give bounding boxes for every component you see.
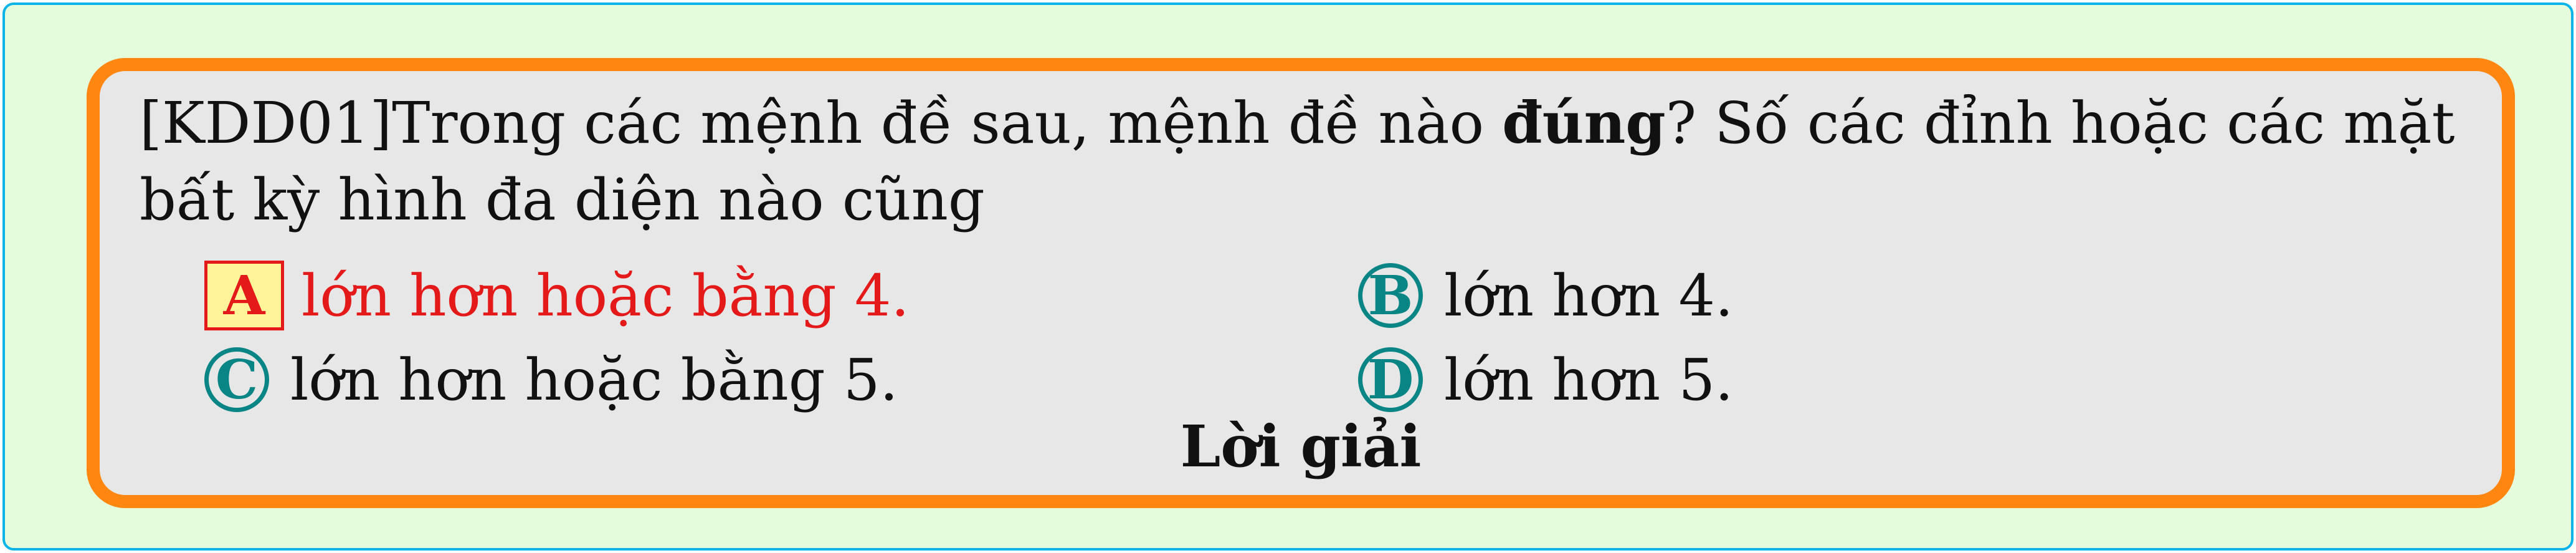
option-b-letter-circle: B [1358,263,1423,328]
option-d-text: lớn hơn 5. [1444,346,1734,413]
outer-frame [2,2,2574,551]
option-a-letter-box: A [204,261,284,330]
option-a-text: lớn hơn hoặc bằng 4. [302,262,910,329]
question-stem-end: ? Số các đỉnh hoặc các mặt bất kỳ hình đa diện nào cũng [140,90,2455,233]
question-box [87,58,2515,508]
question-stem-start: Trong các mệnh đề sau, mệnh đề nào [392,90,1503,156]
question-code: [KDD01] [140,90,392,156]
option-a[interactable] [204,258,910,333]
option-b[interactable] [1358,258,1733,333]
option-c-letter-circle: C [204,347,269,412]
question-bold-word: đúng [1502,89,1666,156]
question-text [140,85,2482,238]
option-c[interactable] [204,342,898,417]
option-c-text: lớn hơn hoặc bằng 5. [290,346,898,413]
solution-title: Lời giải [1180,413,1422,480]
option-d[interactable] [1358,342,1733,417]
option-d-letter-circle: D [1358,347,1423,412]
option-b-text: lớn hơn 4. [1444,262,1734,329]
